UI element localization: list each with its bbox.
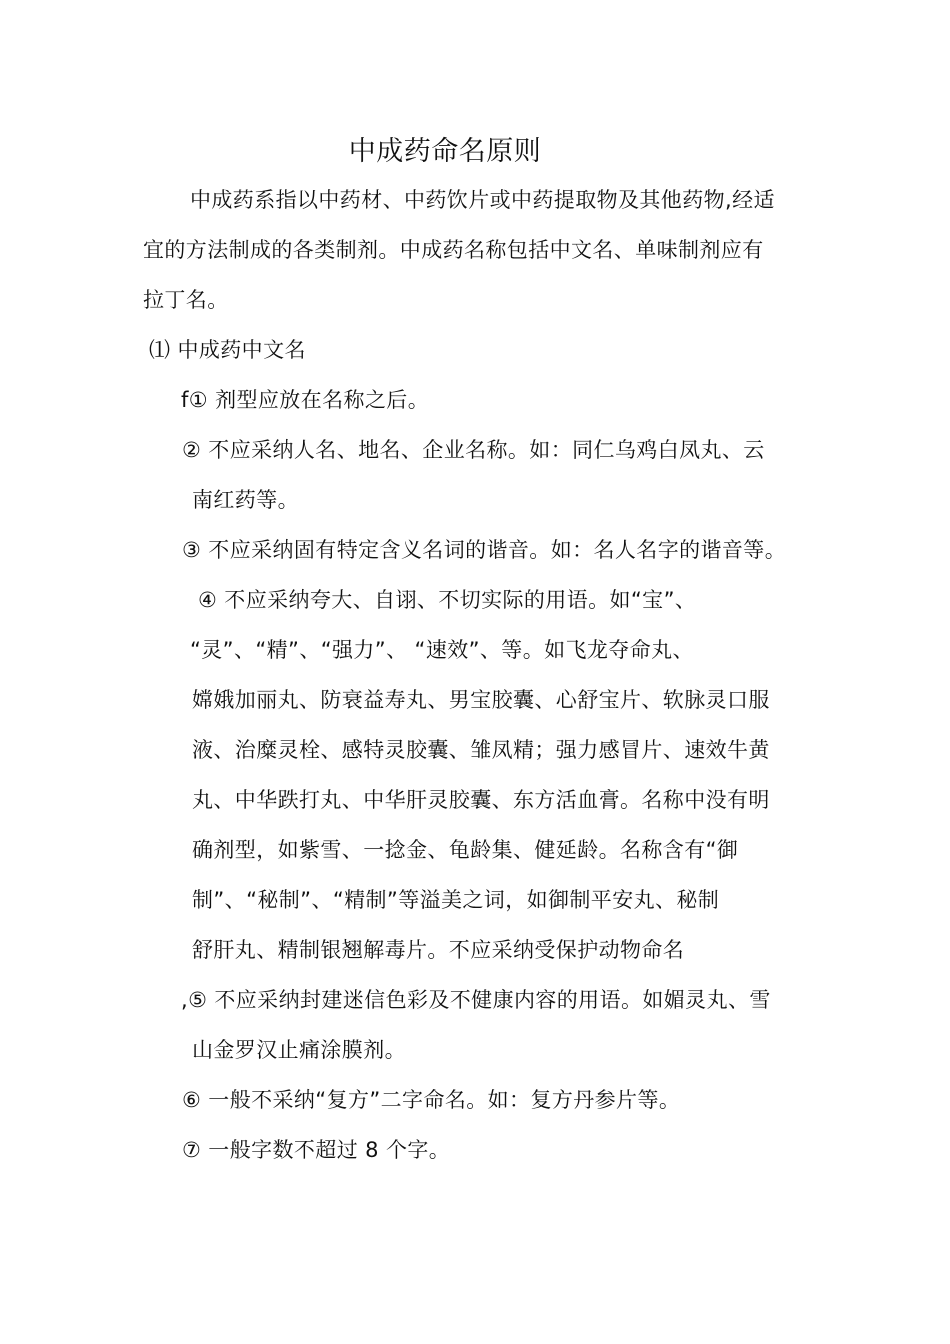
rule-4-line: 嫦娥加丽丸、防衰益寿丸、男宝胶囊、心舒宝片、软脉灵口服 <box>192 688 770 712</box>
rule-4-line: 舒肝丸、精制银翘解毒片。不应采纳受保护动物命名 <box>192 938 685 962</box>
intro-line: 宜的方法制成的各类制剂。中成药名称包括中文名、单味制剂应有 <box>143 238 764 262</box>
rule-2-line: ② 不应采纳人名、地名、企业名称。如：同仁乌鸡白凤丸、云 <box>182 438 765 462</box>
intro-line: 中成药系指以中药材、中药饮片或中药提取物及其他药物,经适 <box>190 188 775 212</box>
rule-4-line: 液、治糜灵栓、感特灵胶囊、雏凤精；强力感冒片、速效牛黄 <box>192 738 770 762</box>
rule-7-line: ⑦ 一般字数不超过 8 个字。 <box>182 1138 451 1162</box>
section-heading: ⑴ 中成药中文名 <box>149 338 306 362</box>
rule-4-line: ④ 不应采纳夸大、自诩、不切实际的用语。如“宝”、 <box>198 588 697 612</box>
rule-6-line: ⑥ 一般不采纳“复方”二字命名。如：复方丹参片等。 <box>182 1088 681 1112</box>
rule-2-line: 南红药等。 <box>192 488 299 512</box>
rule-1-line: f① 剂型应放在名称之后。 <box>181 388 430 412</box>
rule-4-line: “灵”、“精”、“强力”、 “速效”、等。如飞龙夺命丸、 <box>190 638 694 662</box>
rule-4-line: 丸、中华跌打丸、中华肝灵胶囊、东方活血膏。名称中没有明 <box>192 788 770 812</box>
intro-line: 拉丁名。 <box>143 288 229 312</box>
rule-4-line: 制”、“秘制”、“精制”等溢美之词，如御制平安丸、秘制 <box>192 888 720 912</box>
rule-5-line: 山金罗汉止痛涂膜剂。 <box>192 1038 406 1062</box>
rule-4-line: 确剂型，如紫雪、一捻金、龟龄集、健延龄。名称含有“御 <box>192 838 739 862</box>
rule-3-line: ③ 不应采纳固有特定含义名词的谐音。如：名人名字的谐音等。 <box>182 538 787 562</box>
document-title: 中成药命名原则 <box>348 136 542 167</box>
rule-5-line: ,⑤ 不应采纳封建迷信色彩及不健康内容的用语。如媚灵丸、雪 <box>181 988 771 1012</box>
